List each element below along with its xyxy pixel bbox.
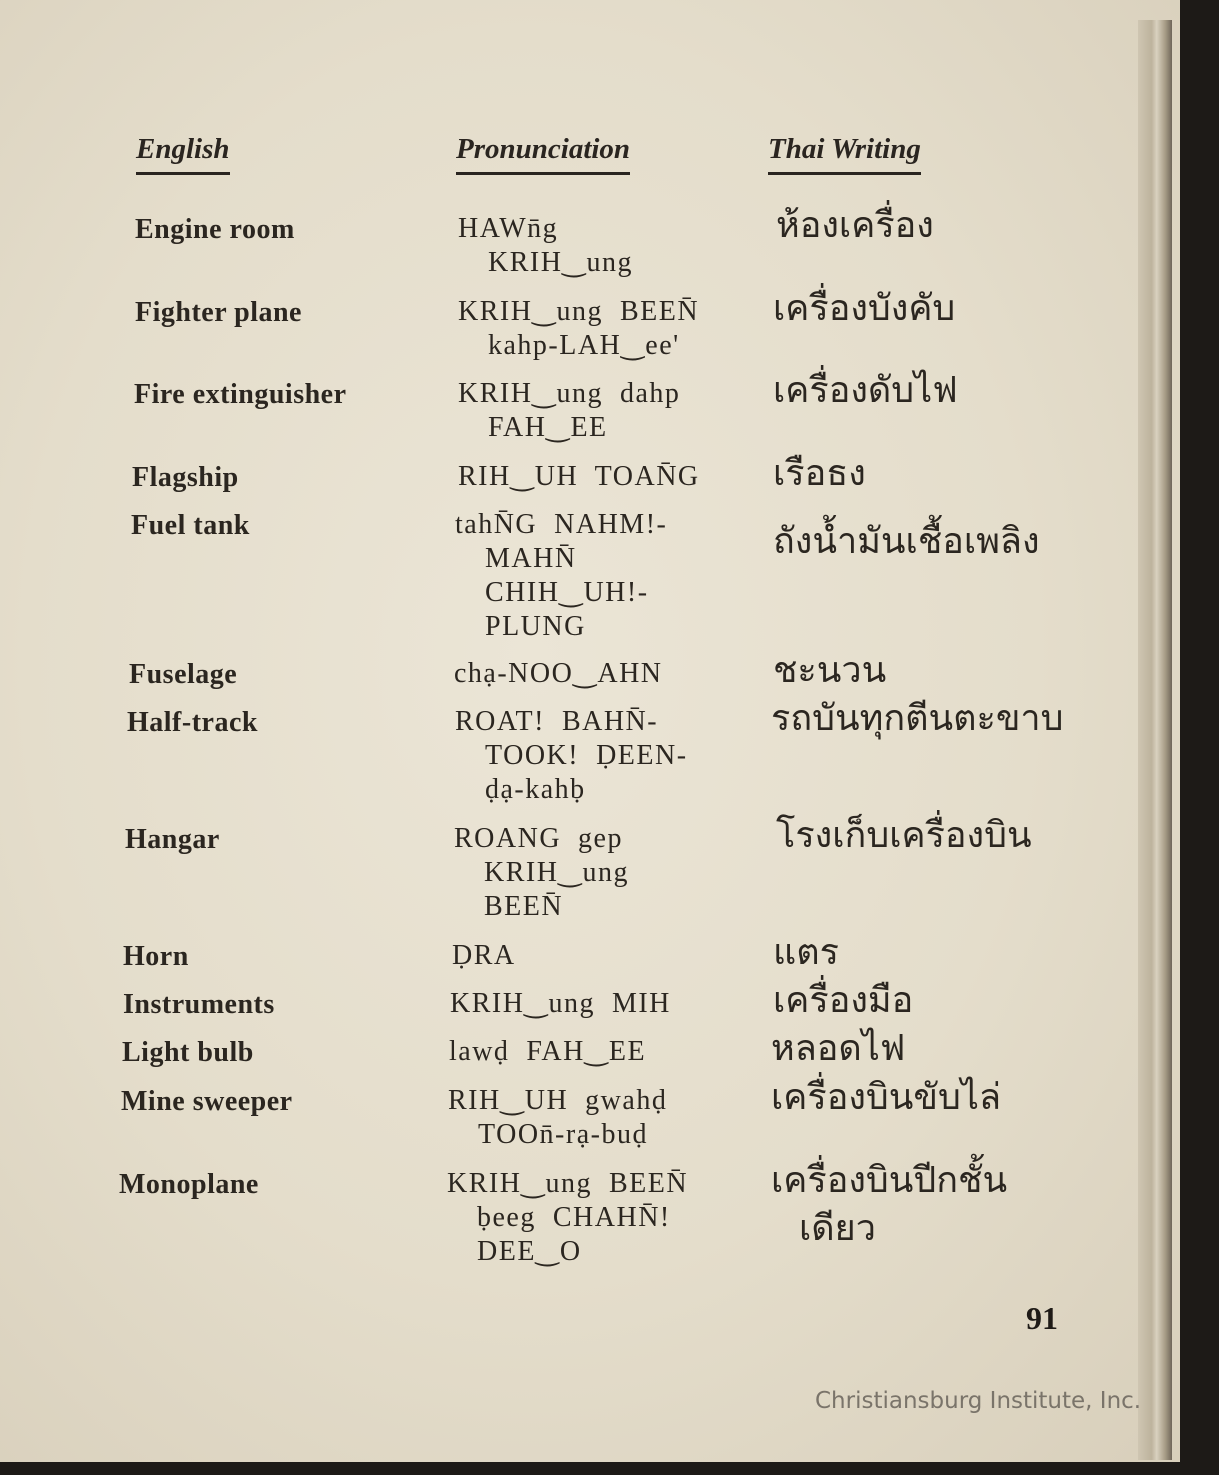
- pronunciation-line: RIH‿UH gwahḍ: [448, 1085, 668, 1116]
- english-term: Instruments: [123, 989, 275, 1020]
- english-term: Flagship: [132, 462, 239, 493]
- pronunciation: [455, 508, 775, 644]
- pronunciation: [452, 939, 772, 973]
- thai-writing: [773, 518, 1040, 566]
- pronunciation: [458, 377, 778, 445]
- english-term: Fighter plane: [135, 297, 302, 328]
- page-edge: [1138, 20, 1172, 1460]
- pronunciation-line: FAH‿EE: [488, 412, 608, 443]
- thai-writing: [771, 695, 1064, 743]
- thai-line: รถบันทุกตีนตะขาบ: [771, 698, 1064, 739]
- pronunciation-line: KRIH‿ung dahp: [458, 378, 681, 409]
- pronunciation-line: PLUNG: [485, 611, 586, 642]
- pronunciation: [455, 705, 775, 807]
- pronunciation: [448, 1084, 768, 1152]
- pronunciation-line: ḅeeg CHAHN̄!: [477, 1202, 671, 1233]
- pronunciation-line: KRIH‿ung: [484, 857, 629, 888]
- pronunciation-line: ROAT! BAHN̄-: [455, 706, 659, 737]
- thai-writing: [776, 812, 1032, 860]
- thai-line: ชะนวน: [773, 650, 887, 691]
- thai-writing: [773, 450, 866, 498]
- watermark: Christiansburg Institute, Inc.: [815, 1388, 1142, 1414]
- pronunciation: [454, 822, 774, 924]
- header-english: English: [136, 133, 230, 175]
- pronunciation: [449, 1035, 769, 1069]
- thai-line: แตร: [773, 932, 839, 973]
- pronunciation-line: MAHN̄: [485, 543, 577, 574]
- pronunciation-line: BEEN̄: [484, 891, 564, 922]
- pronunciation-line: KRIH‿ung BEEN̄: [458, 296, 700, 327]
- english-term: Half-track: [127, 707, 258, 738]
- thai-line: โรงเก็บเครื่องบิน: [776, 815, 1032, 856]
- pronunciation-line: TOOK! ḌEEN-: [485, 740, 688, 771]
- thai-line: เครื่องบินขับไล่: [771, 1077, 1002, 1118]
- thai-writing: [773, 977, 913, 1025]
- english-term: Hangar: [125, 824, 220, 855]
- pronunciation-line: tahN̄G NAHM!-: [455, 509, 668, 540]
- pronunciation: [458, 295, 778, 363]
- thai-line: เครื่องมือ: [773, 980, 914, 1021]
- pronunciation-line: KRIH‿ung MIH: [450, 988, 671, 1019]
- english-term: Mine sweeper: [121, 1086, 293, 1117]
- thai-line: เครื่องดับไฟ: [773, 370, 958, 411]
- pronunciation-line: KRIH‿ung: [488, 247, 633, 278]
- header-thai-writing: Thai Writing: [768, 133, 921, 175]
- pronunciation: [447, 1167, 767, 1269]
- pronunciation-line: lawḍ FAH‿EE: [449, 1036, 647, 1067]
- thai-line: หลอดไฟ: [771, 1028, 906, 1069]
- pronunciation-line: ḍạ-kahḅ: [485, 774, 586, 805]
- pronunciation-line: RIH‿UH TOAN̄G: [458, 461, 700, 492]
- pronunciation-line: kahp-LAH‿ee': [488, 330, 680, 361]
- thai-writing: [773, 929, 839, 977]
- thai-line: เครื่องบินปีกชั้น: [771, 1160, 1008, 1201]
- header-pronunciation: Pronunciation: [456, 133, 630, 175]
- english-term: Horn: [123, 941, 189, 972]
- pronunciation-line: TOOn̄-rạ-buḍ: [478, 1119, 648, 1150]
- pronunciation: [458, 212, 778, 280]
- pronunciation: [458, 460, 778, 494]
- english-term: Monoplane: [119, 1169, 259, 1200]
- english-term: Fuel tank: [131, 510, 250, 541]
- pronunciation: [454, 657, 774, 691]
- english-term: Fuselage: [129, 659, 238, 690]
- thai-line: เรือธง: [773, 453, 866, 494]
- pronunciation: [450, 987, 770, 1021]
- thai-writing: [773, 285, 955, 333]
- thai-line: เครื่องบังคับ: [773, 288, 956, 329]
- english-term: Light bulb: [122, 1037, 254, 1068]
- thai-writing: [771, 1074, 1001, 1122]
- pronunciation-line: chạ-NOO‿AHN: [454, 658, 663, 689]
- pronunciation-line: CHIH‿UH!-: [485, 577, 649, 608]
- page-number: 91: [1026, 1300, 1058, 1336]
- thai-line: เดียว: [799, 1208, 876, 1249]
- thai-writing: [776, 202, 934, 250]
- thai-line: ถังน้ำมันเชื้อเพลิง: [773, 521, 1040, 562]
- english-term: Fire extinguisher: [134, 379, 347, 410]
- pronunciation-line: KRIH‿ung BEEN̄: [447, 1168, 689, 1199]
- thai-writing: [771, 1157, 1007, 1253]
- thai-writing: [773, 647, 886, 695]
- pronunciation-line: DEE‿O: [477, 1236, 582, 1267]
- thai-writing: [771, 1025, 905, 1073]
- thai-line: ห้องเครื่อง: [776, 205, 934, 246]
- pronunciation-line: ROANG gep: [454, 823, 623, 854]
- thai-writing: [773, 367, 958, 415]
- english-term: Engine room: [135, 214, 295, 245]
- pronunciation-line: HAWn̄g: [458, 213, 559, 244]
- pronunciation-line: ḌRA: [452, 940, 516, 971]
